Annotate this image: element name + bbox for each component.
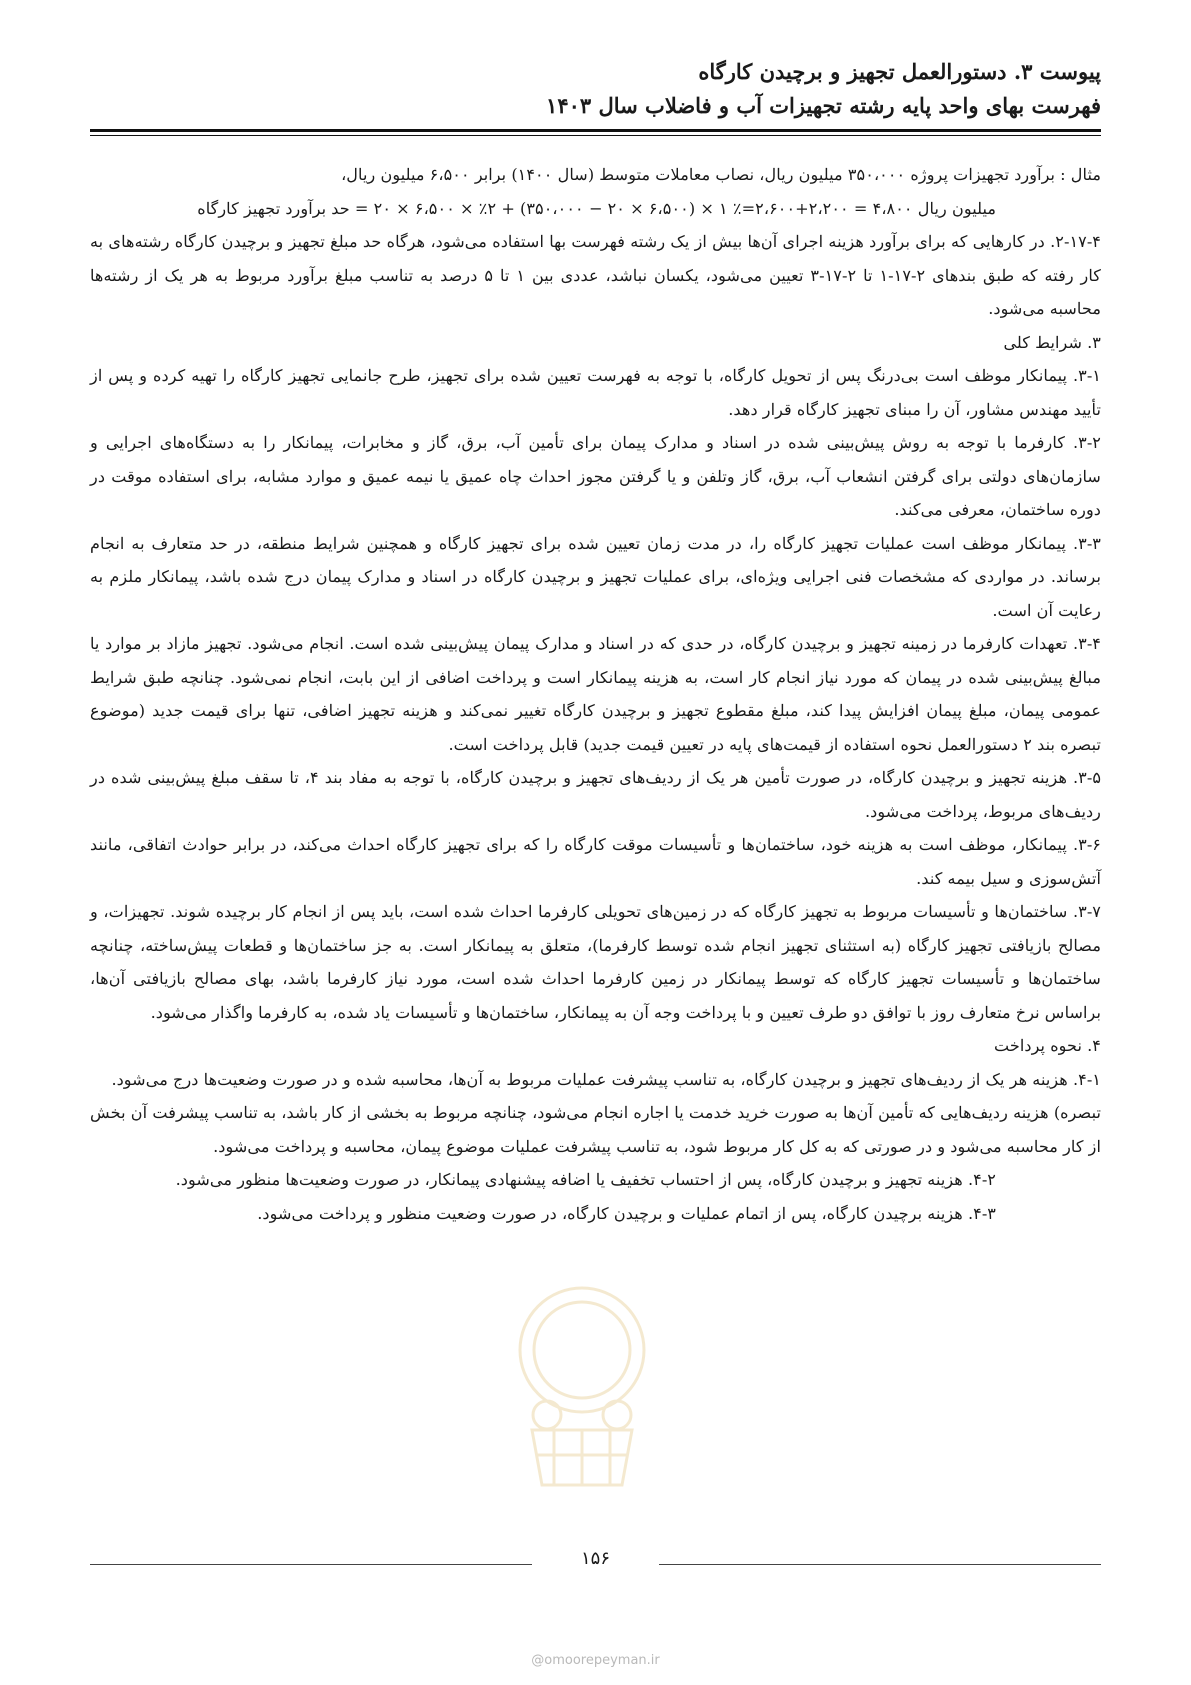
clause-3-3: ۳-۳. پیمانکار موظف است عملیات تجهیز کارگاه را، در مدت زمان تعیین شده برای تجهیز کارگاه و همچنین شرایط منطقه، در حد متعارف به انجام برساند. در مواردی که مشخصات فنی اجرایی ویژه‌ای، برای عملیات تجهیز و برچیدن کارگاه در اسناد و مدارک پیمان درج شده باشد، پیمانکار ملزم به رعایت آن است.: [90, 533, 1101, 620]
header-rule-thick: [90, 129, 1101, 132]
header-title-line2: فهرست بهای واحد پایه رشته تجهیزات آب و فاضلاب سال ۱۴۰۳: [546, 93, 1101, 118]
page-header: [90, 55, 1101, 136]
section-heading-payment: ۴. نحوه پرداخت: [994, 1036, 1101, 1055]
site-watermark-text: @omoorepeyman.ir: [531, 1653, 660, 1668]
example-line: مثال : برآورد تجهیزات پروژه ۳۵۰،۰۰۰ میلیون ریال، نصاب معاملات متوسط (سال ۱۴۰۰) برابر ۶،۵۰۰ میلیون ریال،: [341, 165, 1101, 184]
section-heading-general-conditions: ۳. شرایط کلی: [1003, 332, 1101, 352]
clause-4-1: ۴-۱. هزینه هر یک از ردیف‌های تجهیز و برچیدن کارگاه، به تناسب پیشرفت عملیات مربوط به آن‌ها، محاسبه شده و در صورت وضعیت‌ها درج می‌شود.: [111, 1069, 1101, 1089]
document-page: [90, 55, 1102, 1668]
clause-4-2: ۴-۲. هزینه تجهیز و برچیدن کارگاه، پس از احتساب تخفیف یا اضافه پیشنهادی پیمانکار، در صورت وضعیت‌ها منظور می‌شود.: [175, 1170, 996, 1189]
clause-3-2: ۳-۲. کارفرما با توجه به روش پیش‌بینی شده در اسناد و مدارک پیمان برای تأمین آب، برق، گاز و مخابرات، پیمانکار را به دستگاه‌های اجرایی و سازمان‌های دولتی برای گرفتن انشعاب آب، برق، گاز وتلفن و یا گرفتن مجوز احداث چاه عمیق یا نیمه عمیق و موارد مشابه، برای استفاده موقت در دوره ساختمان، معرفی می‌کند.: [90, 433, 1101, 519]
page-footer: [90, 1540, 1101, 1580]
page-number: ۱۵۶: [580, 1548, 610, 1569]
clause-3-6: ۳-۶. پیمانکار، موظف است به هزینه خود، ساختمان‌ها و تأسیسات موقت کارگاه را که برای تجهیز کارگاه احداث می‌کند، در برابر حوادث اتفاقی، مانند آتش‌سوزی و سیل بیمه کند.: [90, 835, 1101, 888]
header-title-line1: پیوست ۳. دستورالعمل تجهیز و برچیدن کارگاه: [698, 59, 1101, 84]
header-rule-thin: [90, 135, 1101, 136]
clause-3-1: ۳-۱. پیمانکار موظف است بی‌درنگ پس از تحویل کارگاه، با توجه به فهرست تعیین شده برای تجهیز، طرح جانمایی تجهیز کارگاه را تهیه کرده و پس از تأیید مهندس مشاور، آن را مبنای تجهیز کارگاه قرار دهد.: [90, 366, 1101, 419]
document-body: [90, 158, 1101, 1230]
clause-4-3: ۴-۳. هزینه برچیدن کارگاه، پس از اتمام عملیات و برچیدن کارگاه، در صورت وضعیت منظور و پرداخت می‌شود.: [257, 1203, 996, 1223]
example-formula: میلیون ریال ۴،۸۰۰ = ۲،۲۰۰+۲،۶۰۰=٪ ۱ × (۶،۵۰۰ × ۲۰ − ۳۵۰،۰۰۰) + ۲٪ × ۶،۵۰۰ × ۲۰ = حد برآورد تجهیز کارگاه: [197, 198, 996, 218]
clause-3-4: ۳-۴. تعهدات کارفرما در زمینه تجهیز و برچیدن کارگاه، در حدی که در اسناد و مدارک پیمان پیش‌بینی شده است. انجام می‌شود. تجهیز مازاد بر موارد یا مبالغ پیش‌بینی شده در پیمان که مورد نیاز انجام کار است، به هزینه پیمانکار است و پرداخت اضافی از این بابت، انجام نمی‌شود. چنانچه طبق شرایط عمومی پیمان، مبلغ پیمان افزایش پیدا کند، مبلغ مقطوع تجهیز و برچیدن کارگاه تغییر نمی‌کند و هزینه تجهیز اضافی، تنها برای قیمت جدید (موضوع تبصره بند ۲ دستورالعمل نحوه استفاده از قیمت‌های پایه در تعیین قیمت جدید) قابل پرداخت است.: [90, 634, 1101, 754]
clause-3-5: ۳-۵. هزینه تجهیز و برچیدن کارگاه، در صورت تأمین هر یک از ردیف‌های تجهیز و برچیدن کارگاه، با توجه به مفاد بند ۴، تا سقف مبلغ پیش‌بینی شده در ردیف‌های مربوط، پرداخت می‌شود.: [90, 768, 1102, 821]
clause-3-7: ۳-۷. ساختمان‌ها و تأسیسات مربوط به تجهیز کارگاه که در زمین‌های تحویلی کارفرما احداث شده است، باید پس از انجام کار برچیده شوند. تجهیزات، و مصالح بازیافتی تجهیز کارگاه (به استثنای تجهیز انجام شده توسط کارفرما)، متعلق به پیمانکار است. به جز ساختمان‌ها و قطعات پیش‌ساخته، چنانچه ساختمان‌ها و تأسیسات تجهیز کارگاه که توسط پیمانکار در زمین کارفرما احداث شده است، مورد نیاز کارفرما باشد، بهای مصالح بازیافتی آن‌ها، براساس نرخ متعارف روز با توافق دو طرف تعیین و با پرداخت وجه آن به پیمانکار، ساختمان‌ها و تأسیسات یاد شده، به کارفرما واگذار می‌شود.: [90, 902, 1101, 1022]
clause-2-17-4: ۲-۱۷-۴. در کارهایی که برای برآورد هزینه اجرای آن‌ها بیش از یک رشته فهرست بها استفاده می‌شود، هرگاه حد مبلغ تجهیز و برچیدن کارگاه رشته‌های به کار رفته که طبق بندهای ۲-۱۷-۱ تا ۲-۱۷-۳ تعیین می‌شود، یکسان نباشد، عددی بین ۱ تا ۵ درصد به تناسب مبلغ برآورد مربوط به هر یک از رشته‌ها محاسبه می‌شود.: [90, 232, 1102, 318]
footer-rule-left: [90, 1564, 532, 1565]
note-tabsare: تبصره) هزینه ردیف‌هایی که تأمین آن‌ها به صورت خرید خدمت یا اجاره انجام می‌شود، چنانچه مربوط به بخشی از کار باشد، به تناسب پیشرفت آن بخش از کار محاسبه می‌شود و در صورتی که به کل کار مربوط شود، به تناسب پیشرفت عملیات موضوع پیمان، محاسبه و پرداخت می‌شود.: [90, 1103, 1101, 1156]
